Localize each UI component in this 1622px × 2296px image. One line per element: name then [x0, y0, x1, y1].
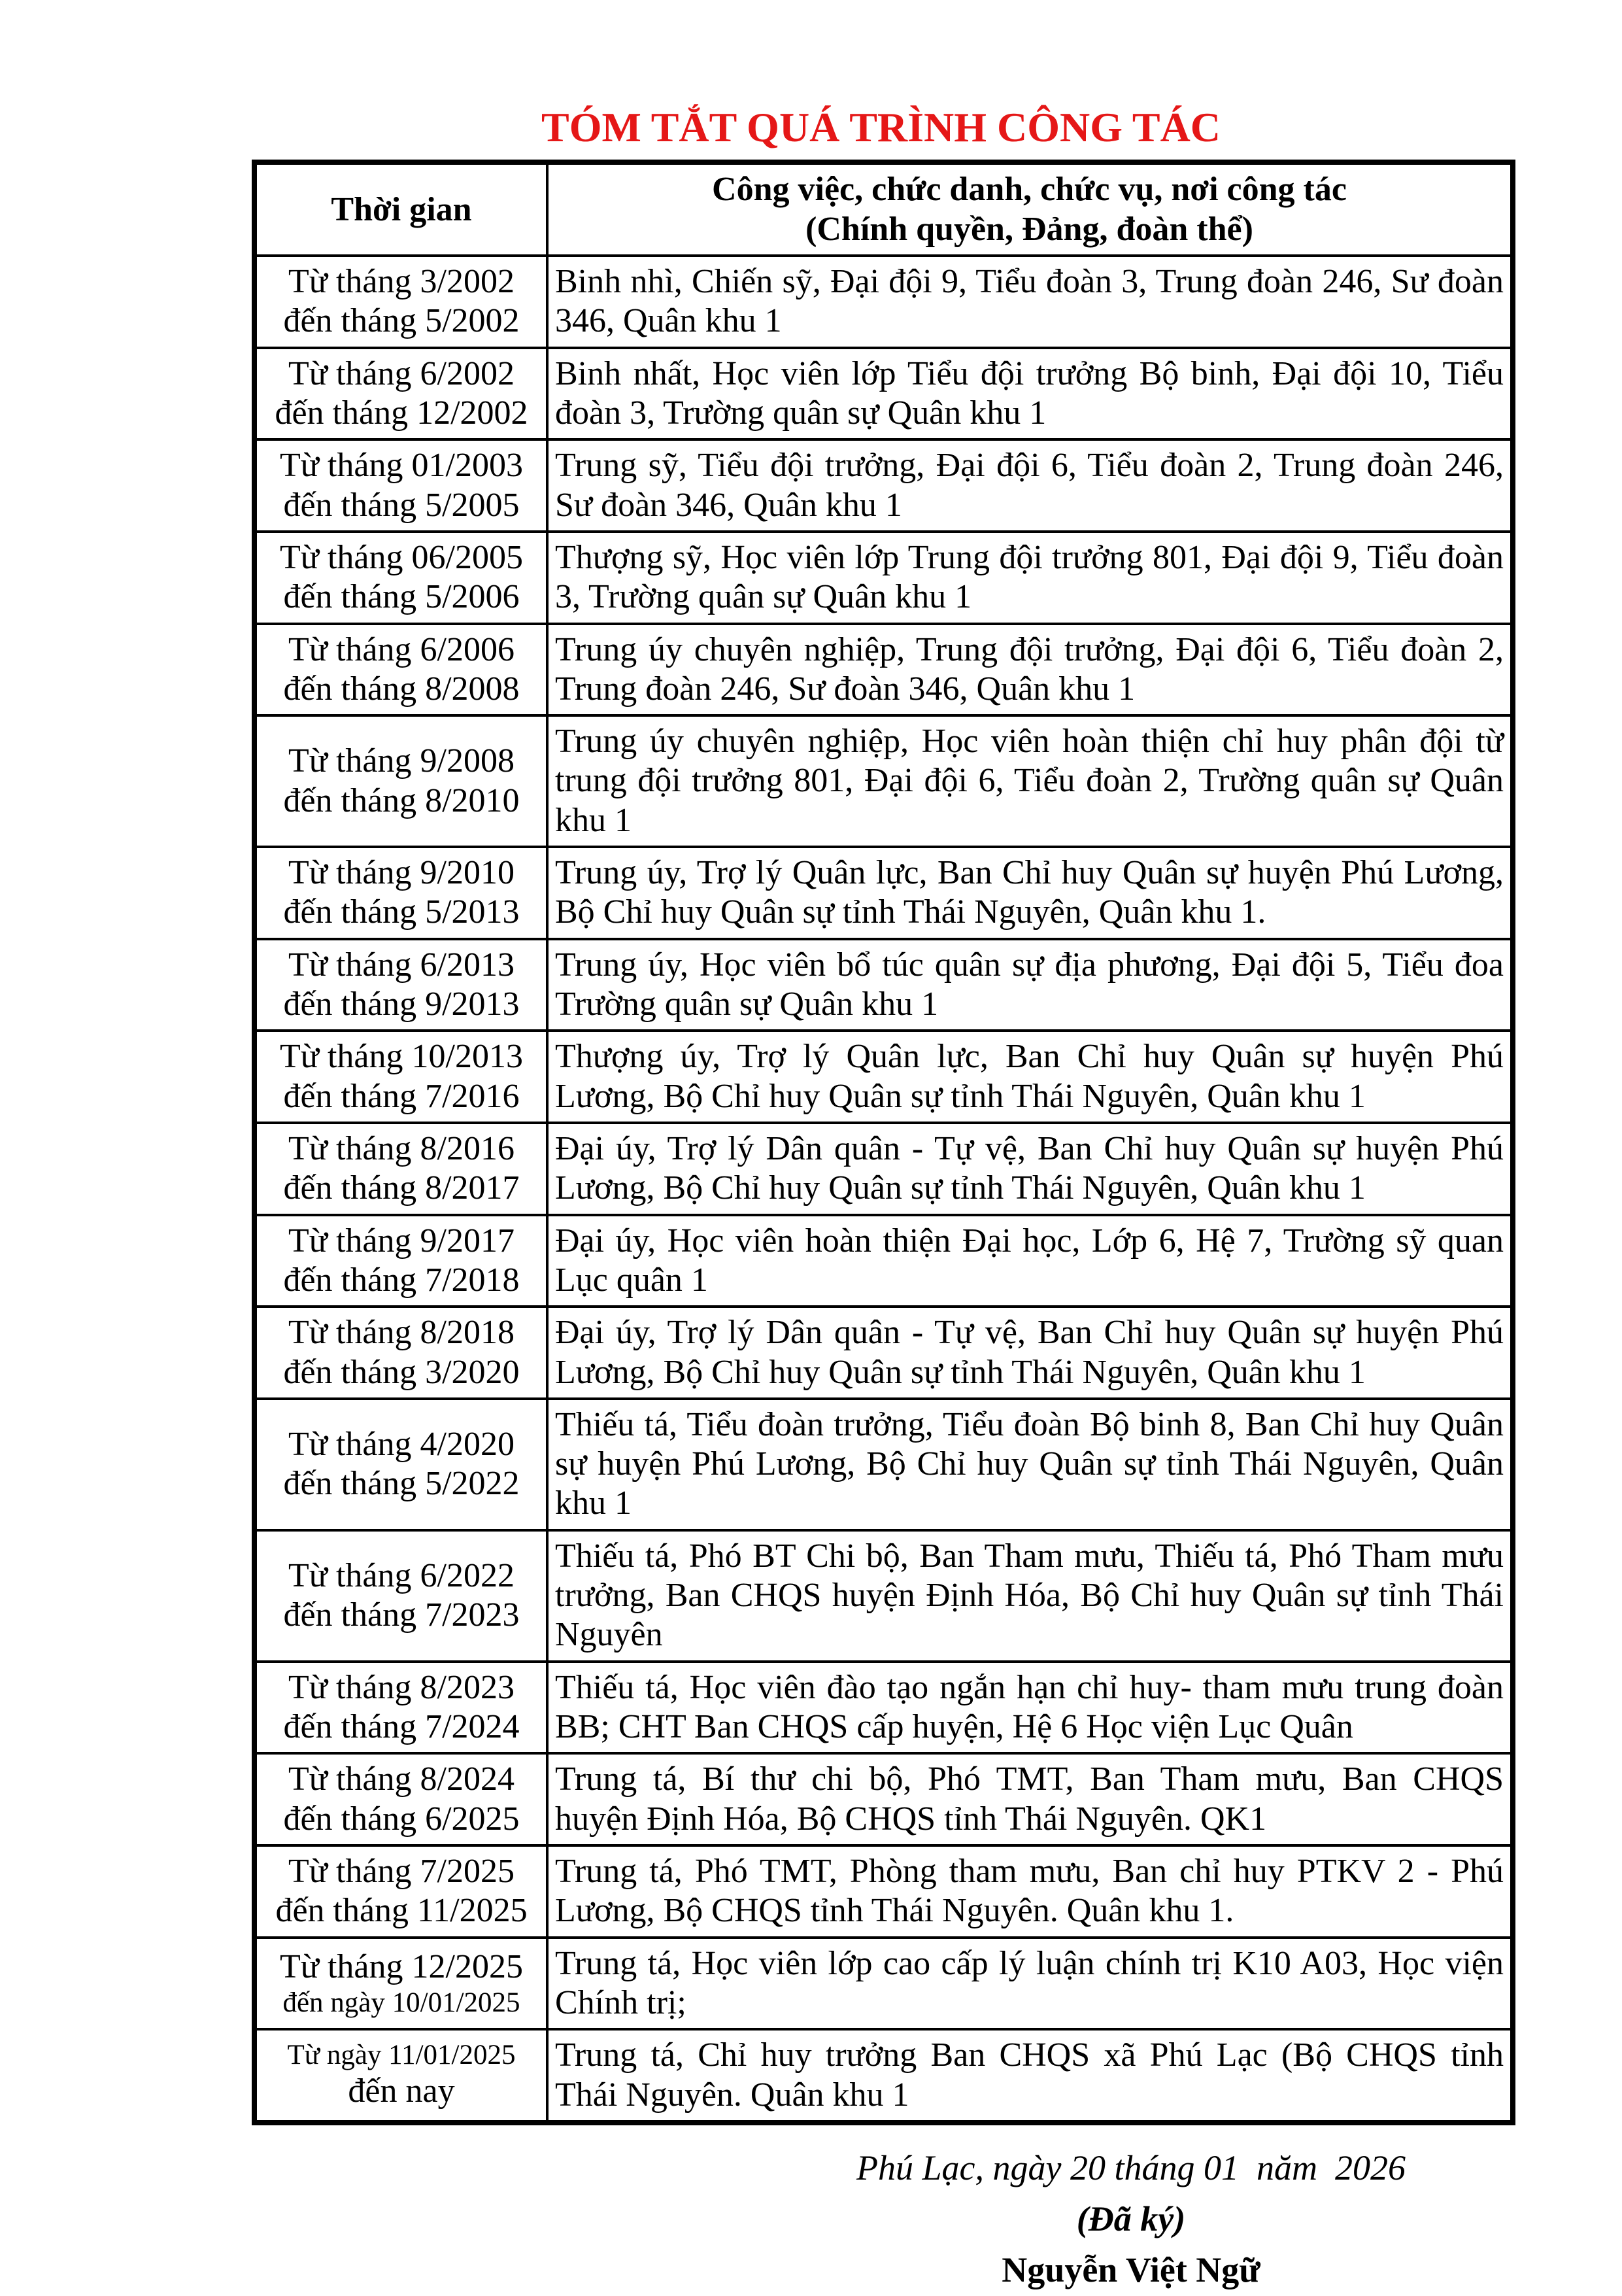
table-row [254, 939, 1513, 1031]
time-to: đến tháng 8/2008 [283, 670, 520, 708]
time-cell [254, 348, 547, 440]
time-from: Từ tháng 3/2002 [288, 263, 515, 301]
desc-cell: Thượng úy, Trợ lý Quân lực, Ban Chỉ huy Quân sự huyện Phú Lương, Bộ Chỉ huy Quân sự tỉnh Thái Nguyên, Quân khu 1 [547, 1031, 1513, 1123]
header-desc [547, 162, 1513, 256]
place-date-line: Phú Lạc, ngày 20 tháng 01 năm 2026 [856, 2148, 1406, 2187]
time-to: đến tháng 5/2022 [283, 1465, 520, 1503]
desc-cell: Đại úy, Trợ lý Dân quân - Tự vệ, Ban Chỉ huy Quân sự huyện Phú Lương, Bộ Chỉ huy Quân sự tỉnh Thái Nguyên, Quân khu 1 [547, 1123, 1513, 1215]
time-to: đến tháng 12/2002 [275, 394, 528, 432]
table-row [254, 847, 1513, 939]
time-to: đến tháng 5/2006 [283, 578, 520, 616]
time-cell [254, 1031, 547, 1123]
table-row [254, 1938, 1513, 2030]
time-from: Từ ngày 11/01/2025 [287, 2040, 516, 2071]
desc-cell: Trung tá, Bí thư chi bộ, Phó TMT, Ban Tham mưu, Ban CHQS huyện Định Hóa, Bộ CHQS tỉnh Thái Nguyên. QK1 [547, 1753, 1513, 1845]
time-from: Từ tháng 6/2006 [288, 630, 515, 668]
time-to: đến tháng 7/2023 [283, 1596, 520, 1634]
desc-cell: Trung tá, Học viên lớp cao cấp lý luận chính trị K10 A03, Học viện Chính trị; [547, 1938, 1513, 2030]
time-cell [254, 532, 547, 624]
time-cell [254, 1530, 547, 1662]
header-desc-line1: Công việc, chức danh, chức vụ, nơi công tác [712, 171, 1347, 209]
time-to: đến tháng 7/2024 [283, 1708, 520, 1746]
desc-cell: Thượng sỹ, Học viên lớp Trung đội trưởng 801, Đại đội 9, Tiểu đoàn 3, Trường quân sự Quân khu 1 [547, 532, 1513, 624]
table-row [254, 256, 1513, 348]
time-to: đến tháng 6/2025 [283, 1800, 520, 1838]
time-cell [254, 715, 547, 847]
desc-cell: Trung úy chuyên nghiệp, Trung đội trưởng, Đại đội 6, Tiểu đoàn 2, Trung đoàn 246, Sư đoàn 346, Quân khu 1 [547, 624, 1513, 716]
time-cell [254, 439, 547, 532]
time-to: đến tháng 3/2020 [283, 1353, 520, 1391]
table-row [254, 348, 1513, 440]
desc-cell: Trung tá, Chỉ huy trưởng Ban CHQS xã Phú Lạc (Bộ CHQS tỉnh Thái Nguyên. Quân khu 1 [547, 2029, 1513, 2123]
table-row [254, 1753, 1513, 1845]
time-from: Từ tháng 12/2025 [280, 1947, 523, 1985]
time-to: đến tháng 5/2013 [283, 893, 520, 931]
desc-cell: Trung úy, Học viên bổ túc quân sự địa phương, Đại đội 5, Tiểu đoa Trường quân sự Quân khu 1 [547, 939, 1513, 1031]
time-cell [254, 1307, 547, 1399]
time-cell [254, 1123, 547, 1215]
table-row [254, 715, 1513, 847]
time-to: đến tháng 8/2010 [283, 781, 520, 819]
desc-cell: Trung úy, Trợ lý Quân lực, Ban Chỉ huy Quân sự huyện Phú Lương, Bộ Chỉ huy Quân sự tỉnh Thái Nguyên, Quân khu 1. [547, 847, 1513, 939]
desc-cell: Đại úy, Trợ lý Dân quân - Tự vệ, Ban Chỉ huy Quân sự huyện Phú Lương, Bộ Chỉ huy Quân sự tỉnh Thái Nguyên, Quân khu 1 [547, 1307, 1513, 1399]
table-row [254, 624, 1513, 716]
time-to: đến tháng 9/2013 [283, 985, 520, 1023]
table-row [254, 2029, 1513, 2123]
table-row [254, 1031, 1513, 1123]
time-cell [254, 624, 547, 716]
time-from: Từ tháng 8/2018 [288, 1314, 515, 1352]
time-from: Từ tháng 4/2020 [288, 1425, 515, 1463]
signed-note: (Đã ký) [1076, 2199, 1186, 2239]
time-from: Từ tháng 8/2023 [288, 1668, 515, 1706]
signer-name: Nguyễn Việt Ngữ [1002, 2250, 1260, 2290]
time-from: Từ tháng 9/2010 [288, 854, 515, 892]
time-from: Từ tháng 8/2024 [288, 1760, 515, 1798]
time-from: Từ tháng 6/2013 [288, 946, 515, 984]
signature-block [804, 2142, 1458, 2296]
time-from: Từ tháng 9/2008 [288, 742, 515, 780]
time-to: đến nay [348, 2072, 455, 2110]
time-to: đến tháng 5/2005 [283, 486, 520, 524]
desc-cell: Trung tá, Phó TMT, Phòng tham mưu, Ban chỉ huy PTKV 2 - Phú Lương, Bộ CHQS tỉnh Thái Nguyên. Quân khu 1. [547, 1845, 1513, 1938]
table-row [254, 1215, 1513, 1307]
time-from: Từ tháng 10/2013 [280, 1038, 523, 1076]
time-to: đến ngày 10/01/2025 [282, 1987, 520, 2019]
time-cell [254, 1662, 547, 1754]
table-row [254, 1399, 1513, 1530]
time-from: Từ tháng 01/2003 [280, 447, 523, 485]
table-row [254, 532, 1513, 624]
desc-cell: Thiếu tá, Tiểu đoàn trưởng, Tiểu đoàn Bộ binh 8, Ban Chỉ huy Quân sự huyện Phú Lương, Bộ Chỉ huy Quân sự tỉnh Thái Nguyên, Quân khu 1 [547, 1399, 1513, 1530]
time-to: đến tháng 11/2025 [275, 1892, 528, 1930]
time-cell [254, 1938, 547, 2030]
time-cell [254, 1215, 547, 1307]
time-cell [254, 1753, 547, 1845]
work-history-table [252, 160, 1515, 2125]
time-cell [254, 1399, 547, 1530]
desc-cell: Thiếu tá, Phó BT Chi bộ, Ban Tham mưu, Thiếu tá, Phó Tham mưu trưởng, Ban CHQS huyện Định Hóa, Bộ Chỉ huy Quân sự tỉnh Thái Nguyên [547, 1530, 1513, 1662]
time-from: Từ tháng 8/2016 [288, 1129, 515, 1167]
time-cell [254, 1845, 547, 1938]
header-time: Thời gian [254, 162, 547, 256]
header-row [254, 162, 1513, 256]
time-cell [254, 256, 547, 348]
time-from: Từ tháng 9/2017 [288, 1222, 515, 1259]
desc-cell: Trung sỹ, Tiểu đội trưởng, Đại đội 6, Tiểu đoàn 2, Trung đoàn 246, Sư đoàn 346, Quân khu 1 [547, 439, 1513, 532]
table-row [254, 1845, 1513, 1938]
time-cell [254, 847, 547, 939]
time-from: Từ tháng 6/2022 [288, 1556, 515, 1594]
header-desc-line2: (Chính quyền, Đảng, đoàn thể) [805, 210, 1253, 248]
table-row [254, 1662, 1513, 1754]
table-row [254, 1307, 1513, 1399]
time-from: Từ tháng 6/2002 [288, 354, 515, 392]
desc-cell: Thiếu tá, Học viên đào tạo ngắn hạn chỉ huy- tham mưu trung đoàn BB; CHT Ban CHQS cấp huyện, Hệ 6 Học viện Lục Quân [547, 1662, 1513, 1754]
time-to: đến tháng 7/2016 [283, 1077, 520, 1115]
desc-cell: Binh nhì, Chiến sỹ, Đại đội 9, Tiểu đoàn 3, Trung đoàn 246, Sư đoàn 346, Quân khu 1 [547, 256, 1513, 348]
time-to: đến tháng 8/2017 [283, 1169, 520, 1207]
time-to: đến tháng 5/2002 [283, 302, 520, 340]
table-row [254, 1123, 1513, 1215]
desc-cell: Trung úy chuyên nghiệp, Học viên hoàn thiện chỉ huy phân đội từ trung đội trưởng 801, Đại đội 6, Tiểu đoàn 2, Trường quân sự Quân khu 1 [547, 715, 1513, 847]
desc-cell: Đại úy, Học viên hoàn thiện Đại học, Lớp 6, Hệ 7, Trường sỹ quan Lục quân 1 [547, 1215, 1513, 1307]
time-cell [254, 2029, 547, 2123]
page-title: TÓM TẮT QUÁ TRÌNH CÔNG TÁC [541, 104, 1221, 150]
time-from: Từ tháng 06/2005 [280, 538, 523, 576]
time-from: Từ tháng 7/2025 [288, 1852, 515, 1890]
time-to: đến tháng 7/2018 [283, 1261, 520, 1299]
table-row [254, 439, 1513, 532]
time-cell [254, 939, 547, 1031]
table-row [254, 1530, 1513, 1662]
desc-cell: Binh nhất, Học viên lớp Tiểu đội trưởng Bộ binh, Đại đội 10, Tiểu đoàn 3, Trường quân sự Quân khu 1 [547, 348, 1513, 440]
